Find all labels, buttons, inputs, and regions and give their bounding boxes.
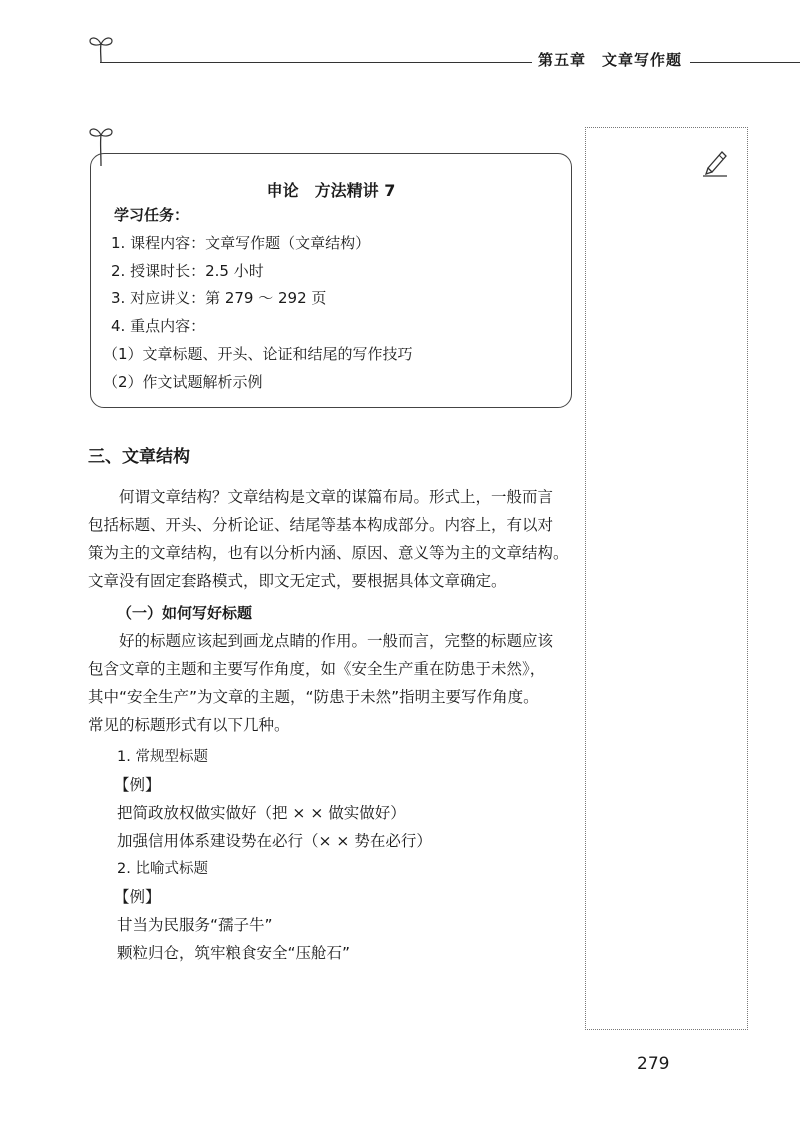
list-item: 【例】	[114, 776, 161, 794]
paragraph-line: 其中“安全生产”为文章的主题，“防患于未然”指明主要写作角度。	[88, 688, 539, 706]
list-item: 颗粒归仓，筑牢粮食安全“压舱石”	[117, 944, 351, 962]
task-item: 1. 课程内容：文章写作题（文章结构）	[111, 234, 371, 252]
list-item: 加强信用体系建设势在必行（× × 势在必行）	[117, 832, 432, 850]
paragraph-line: 包含文章的主题和主要写作角度，如《安全生产重在防患于未然》，	[88, 660, 546, 678]
task-item: 3. 对应讲义：第 279 ～ 292 页	[111, 289, 327, 307]
list-item: 2. 比喻式标题	[117, 861, 208, 877]
task-item: （2）作文试题解析示例	[103, 373, 263, 391]
paragraph-line: 包括标题、开头、分析论证、结尾等基本构成部分。内容上，有以对	[88, 516, 554, 534]
sprout-icon	[88, 33, 114, 65]
subsection-heading: （一）如何写好标题	[117, 604, 253, 622]
header-rule-right	[690, 62, 800, 63]
list-item: 1. 常规型标题	[117, 749, 208, 765]
chapter-title: 第五章 文章写作题	[538, 51, 683, 69]
list-item: 【例】	[114, 888, 161, 906]
task-item: 4. 重点内容：	[111, 317, 206, 335]
paragraph-line: 文章没有固定套路模式，即文无定式，要根据具体文章确定。	[88, 572, 507, 590]
paragraph-line: 常见的标题形式有以下几种。	[88, 716, 290, 734]
lesson-card	[90, 153, 572, 408]
section-heading: 三、文章结构	[88, 447, 190, 467]
page-number: 279	[637, 1054, 670, 1074]
task-item: 2. 授课时长：2.5 小时	[111, 262, 264, 280]
list-item: 甘当为民服务“孺子牛”	[117, 916, 273, 934]
pencil-icon	[700, 146, 730, 178]
list-item: 把简政放权做实做好（把 × × 做实做好）	[117, 804, 406, 822]
tasks-label: 学习任务：	[114, 206, 190, 224]
task-item: （1）文章标题、开头、论证和结尾的写作技巧	[103, 345, 413, 363]
header-rule-left	[100, 62, 532, 63]
paragraph-line: 何谓文章结构？文章结构是文章的谋篇布局。形式上，一般而言	[119, 488, 554, 506]
paragraph-line: 好的标题应该起到画龙点睛的作用。一般而言，完整的标题应该	[119, 632, 554, 650]
lesson-card-title: 申论 方法精讲 7	[266, 181, 396, 200]
paragraph-line: 策为主的文章结构，也有以分析内涵、原因、意义等为主的文章结构。	[88, 544, 569, 562]
notes-box	[585, 127, 748, 1030]
